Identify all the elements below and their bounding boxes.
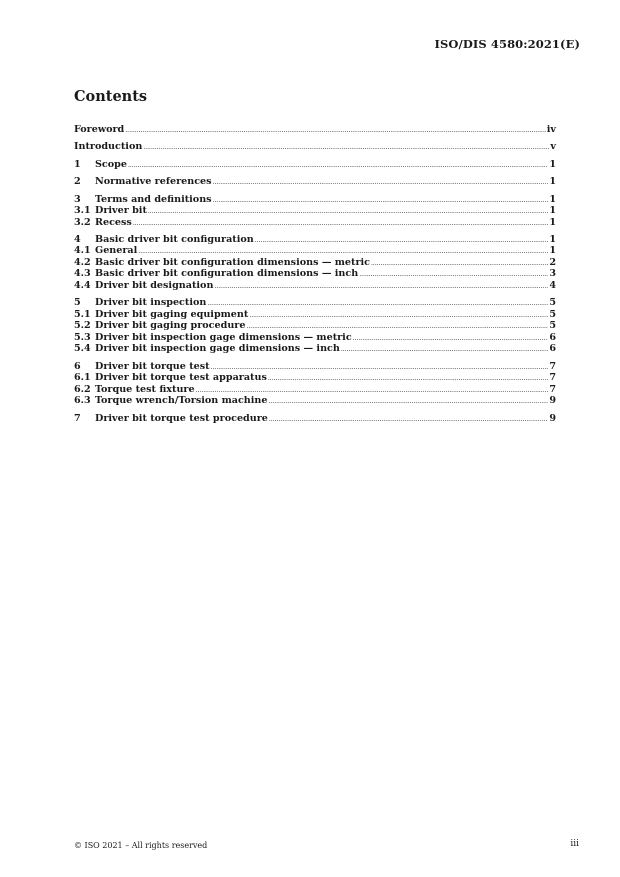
toc-entry-title: Terms and definitions <box>95 193 212 205</box>
toc-entry-title: Normative references <box>95 176 212 188</box>
toc-entry[interactable] <box>74 384 556 396</box>
toc-dot-leader <box>214 284 548 290</box>
toc-dot-leader <box>246 324 548 330</box>
toc-dot-leader <box>125 128 546 134</box>
toc-entry-number: 6.2 <box>74 383 91 395</box>
toc-entry[interactable] <box>74 217 556 229</box>
copyright-notice: © ISO 2021 – All rights reserved <box>74 841 208 850</box>
toc-entry-number: 7 <box>74 412 81 424</box>
toc-entry-page: 4 <box>549 279 556 291</box>
toc-entry-title: Driver bit inspection <box>95 297 207 309</box>
table-of-contents <box>74 124 556 424</box>
toc-entry-page: 1 <box>549 216 556 228</box>
toc-entry-title: Driver bit <box>95 205 147 217</box>
toc-dot-leader <box>148 209 548 215</box>
toc-entry-number: 5.2 <box>74 320 91 332</box>
toc-dot-leader <box>213 198 549 204</box>
toc-entry-number: 6.3 <box>74 395 91 407</box>
toc-dot-leader <box>128 163 548 169</box>
toc-entry-number: 3.1 <box>74 205 91 217</box>
toc-dot-leader <box>213 180 549 186</box>
toc-dot-leader <box>207 301 548 307</box>
toc-entry[interactable] <box>74 297 556 309</box>
toc-entry-number: 3.2 <box>74 216 91 228</box>
toc-entry-title: Driver bit inspection gage dimensions — inch <box>95 343 340 355</box>
toc-entry[interactable] <box>74 257 556 269</box>
toc-entry[interactable] <box>74 361 556 373</box>
contents-heading: Contents <box>74 88 148 105</box>
toc-entry-number: 4 <box>74 233 81 245</box>
toc-entry[interactable] <box>74 343 556 355</box>
document-code: ISO/DIS 4580:2021(E) <box>434 37 580 51</box>
toc-dot-leader <box>353 336 549 342</box>
toc-entry-page: 9 <box>549 412 556 424</box>
toc-entry-title: Driver bit gaging procedure <box>95 320 246 332</box>
toc-dot-leader <box>269 399 549 405</box>
toc-entry-title: Driver bit inspection gage dimensions — metric <box>95 331 352 343</box>
toc-entry[interactable] <box>74 194 556 206</box>
toc-entry-page: 5 <box>549 297 556 309</box>
toc-entry-number: 4.1 <box>74 245 91 257</box>
toc-entry-number: 6.1 <box>74 372 91 384</box>
toc-entry[interactable] <box>74 413 556 425</box>
toc-entry-page: 7 <box>549 383 556 395</box>
toc-entry-number: 2 <box>74 176 81 188</box>
toc-entry[interactable] <box>74 309 556 321</box>
toc-entry-title: Foreword <box>74 124 125 135</box>
toc-entry-page: 7 <box>549 372 556 384</box>
toc-entry-title: Torque test fixture <box>95 383 195 395</box>
toc-dot-leader <box>371 261 548 267</box>
toc-entry-number: 6 <box>74 360 81 372</box>
toc-entry[interactable] <box>74 159 556 171</box>
toc-entry-title: Basic driver bit configuration dimensions — inch <box>95 268 359 280</box>
toc-dot-leader <box>143 145 549 151</box>
toc-entry-page: 9 <box>549 395 556 407</box>
toc-entry-page: 1 <box>549 233 556 245</box>
toc-dot-leader <box>196 388 549 394</box>
toc-entry-number: 5 <box>74 297 81 309</box>
toc-entry[interactable] <box>74 372 556 384</box>
toc-entry[interactable] <box>74 245 556 257</box>
toc-entry-page: 1 <box>549 158 556 170</box>
toc-entry-page: 7 <box>549 360 556 372</box>
toc-entry[interactable] <box>74 205 556 217</box>
toc-entry[interactable] <box>74 320 556 332</box>
toc-entry-page: 6 <box>549 331 556 343</box>
toc-entry-title: Driver bit torque test <box>95 360 210 372</box>
toc-entry-number: 4.2 <box>74 256 91 268</box>
toc-dot-leader <box>211 365 549 371</box>
page-number: iii <box>570 839 579 849</box>
toc-dot-leader <box>255 238 549 244</box>
toc-entry-title: General <box>95 245 138 257</box>
toc-entry[interactable] <box>74 268 556 280</box>
toc-entry-title: Recess <box>95 216 132 228</box>
toc-entry-number: 4.3 <box>74 268 91 280</box>
toc-entry[interactable] <box>74 395 556 407</box>
toc-entry-page: 3 <box>549 268 556 280</box>
toc-dot-leader <box>359 272 548 278</box>
toc-entry-page: 1 <box>549 176 556 188</box>
toc-entry-title: Introduction <box>74 141 143 153</box>
toc-entry-title: Driver bit torque test procedure <box>95 412 268 424</box>
toc-entry-page: v <box>550 141 556 153</box>
toc-entry-title: Basic driver bit configuration dimensions — metric <box>95 256 370 268</box>
toc-entry[interactable] <box>74 280 556 292</box>
toc-entry-title: Torque wrench/Torsion machine <box>95 395 268 407</box>
toc-entry-page: 5 <box>549 308 556 320</box>
toc-entry-page: 1 <box>549 245 556 257</box>
toc-entry-title: Basic driver bit configuration <box>95 233 254 245</box>
toc-entry-number: 5.1 <box>74 308 91 320</box>
toc-dot-leader <box>249 313 548 319</box>
toc-entry-title: Driver bit gaging equipment <box>95 308 249 320</box>
toc-entry-title: Driver bit torque test apparatus <box>95 372 267 384</box>
toc-entry-number: 3 <box>74 193 81 205</box>
toc-entry-number: 5.4 <box>74 343 91 355</box>
toc-entry[interactable] <box>74 332 556 344</box>
toc-entry-page: 2 <box>549 256 556 268</box>
toc-dot-leader <box>133 221 548 227</box>
toc-entry-page: 5 <box>549 320 556 332</box>
toc-entry[interactable] <box>74 234 556 246</box>
toc-entry-title: Scope <box>95 158 127 170</box>
toc-entry-number: 5.3 <box>74 331 91 343</box>
toc-entry-number: 4.4 <box>74 279 91 291</box>
toc-dot-leader <box>341 347 548 353</box>
toc-entry-number: 1 <box>74 158 81 170</box>
toc-entry-page: 6 <box>549 343 556 355</box>
toc-entry-title: Driver bit designation <box>95 279 214 291</box>
toc-entry[interactable] <box>74 124 556 136</box>
toc-entry[interactable] <box>74 141 556 153</box>
toc-dot-leader <box>268 376 548 382</box>
toc-dot-leader <box>138 249 548 255</box>
toc-entry-page: iv <box>546 124 556 135</box>
toc-dot-leader <box>269 417 548 423</box>
toc-entry-page: 1 <box>549 205 556 217</box>
toc-entry[interactable] <box>74 176 556 188</box>
toc-entry-page: 1 <box>549 193 556 205</box>
